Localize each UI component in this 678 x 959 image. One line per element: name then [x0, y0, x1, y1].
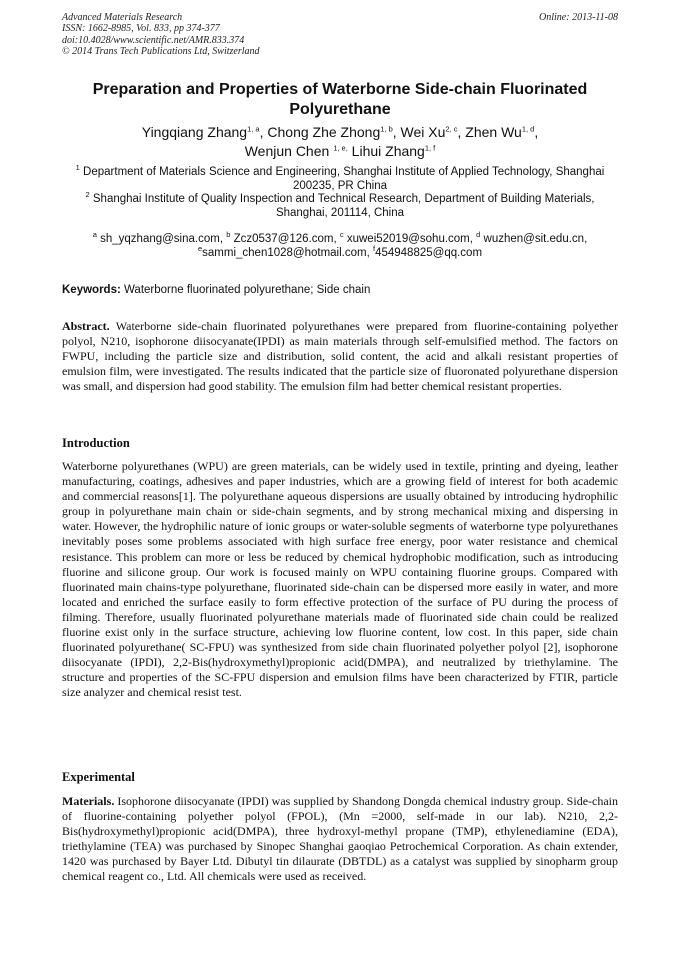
experimental-heading: Experimental [62, 770, 135, 784]
abstract-text: Waterborne side-chain fluorinated polyurethanes were prepared from fluorine-containing polyether polyol, N210, isophorone diisocyanate(IPDI) as main materials through self-emulsified method. The factors on FWPU, including the particle size and distribution, solid content, the acid and alkali resistant properties of emulsion film, were investigated. The results indicated that the particle size of fluoronated polyurethane dispersion was small, and dispersion had good stability. The emulsion film had better chemical resistant properties. [62, 319, 618, 394]
materials-label: Materials. [62, 794, 115, 808]
keywords [62, 283, 618, 297]
email-link[interactable]: $^b$ Zcz0537@126.com, [226, 230, 337, 245]
online-date: Online: 2013-11-08 [539, 12, 618, 23]
author: Wenjun Chen $^{1, e,}$ [244, 143, 348, 159]
abstract [62, 319, 618, 394]
email-list [62, 230, 618, 261]
email-link[interactable]: $^f$454948825@qq.com [372, 243, 483, 259]
keywords-text: Waterborne fluorinated polyurethane; Side chain [124, 284, 371, 296]
author: Chong Zhe Zhong$^{1, b}$ [267, 124, 393, 140]
affiliations [62, 163, 618, 220]
author: Yingqiang Zhang$^{1, a}$ [141, 124, 260, 140]
materials-paragraph [62, 794, 618, 885]
keywords-label: Keywords: [62, 284, 121, 296]
copyright-line: © 2014 Trans Tech Publications Ltd, Switzerland [62, 46, 260, 58]
author: Zhen Wu$^{1, d}$ [465, 124, 535, 140]
email-link[interactable]: $^c$ xuwei52019@sohu.com, [339, 230, 473, 245]
introduction-heading: Introduction [62, 436, 130, 450]
email-link[interactable]: $^e$sammi_chen1028@hotmail.com, [197, 243, 370, 259]
introduction-text: Waterborne polyurethanes (WPU) are green materials, can be widely used in textile, printing and dyeing, leather manufacturing, coatings, adhesives and paper industries, which are a growing field of interest for both academic and commercial reasons[1]. The polyurethane aqueous dispersions are usually obtained by introducing hydrophilic group in polyurethane main chain or side-chain segments, and by strong mechanical mixing and dispersing in water. However, the hydrophilic nature of ionic groups or water-soluble segments of waterborne type polyurethanes inevitably poses some problems associated with high surface free energy, poor water resistance and chemical resistance. This problem can more or less be reduced by chemical hydrophobic modification, such as introducing fluorine and silicone group. Our work is focused mainly on WPU containing fluorine groups. Compared with fluorinated main chains-type polyurethane, fluorinated side-chain can be dispersed more easily in water, and more located and enriched the surface easily to form effective protection of the surface of PU during the process of filming. Therefore, usually fluorinated polyurethane materials made of fluorinated side chain could be realized fluorine exist only in the surface structure, achieving low fluorine content, low cost. In this paper, side chain fluorinated polyurethane( SC-FPU) was synthesized from side chain fluorinated polyether polyol [2], isophorone diisocyanate (IPDI), 2,2-Bis(hydroxymethyl)propionic acid(DMPA), and neutralized by triethylamine. The structure and properties of the SC-FPU dispersion and emulsion films have been characterized by FTIR, particle size analyzer and chemical resist test. [62, 459, 618, 700]
author: Lihui Zhang$^{1, f}$ [351, 143, 436, 159]
affiliation: $^1$ Department of Materials Science and Engineering, Shanghai Institute of Applied Technology, Shanghai 200235, PR China [75, 163, 605, 192]
journal-name: Advanced Materials Research [62, 12, 183, 23]
abstract-label: Abstract. [62, 319, 110, 333]
running-header [62, 12, 618, 58]
email-link[interactable]: $^d$ wuzhen@sit.edu.cn, [476, 230, 588, 245]
author-list: Yingqiang Zhang$^{1, a}$, Chong Zhe Zhong$^{1, b}$, Wei Xu$^{2, c}$, Zhen Wu$^{1, d}$, Wenjun Chen $^{1, e,}$ Lihui Zhang$^{1, f}$ [141, 124, 539, 159]
doi-line: doi:10.4028/www.scientific.net/AMR.833.374 [62, 34, 245, 46]
paper-title: Preparation and Properties of Waterborne Side-chain Fluorinated Polyurethane [92, 81, 588, 118]
affiliation: $^2$ Shanghai Institute of Quality Inspection and Technical Research, Department of Building Materials, Shanghai, 201114, China [85, 190, 595, 219]
email-link[interactable]: $^a$ sh_yqzhang@sina.com, [92, 230, 224, 245]
author: Wei Xu$^{2, c}$ [400, 124, 458, 140]
issn-line: ISSN: 1662-8985, Vol. 833, pp 374-377 [62, 23, 220, 35]
materials-text: Isophorone diisocyanate (IPDI) was supplied by Shandong Dongda chemical industry group. Side-chain of fluorine-containing polyether polyol (FPOL), (Mn =2000, self-made in our lab). N210, 2,2-Bis(hydroxymethyl)propionic acid(DMPA), three hydroxyl-methyl propane (TMP), ethylenediamine (EDA), triethylamine (TEA) was purchased by Sinopec Shanghai gaoqiao Petrochemical Corporation. As chain extender, 1420 was purchased by Bayer Ltd. Dibutyl tin dilaurate (DBTDL) as a catalyst was supplied by sinopharm group chemical reagent co., Ltd. All chemicals were used as received. [62, 794, 619, 884]
